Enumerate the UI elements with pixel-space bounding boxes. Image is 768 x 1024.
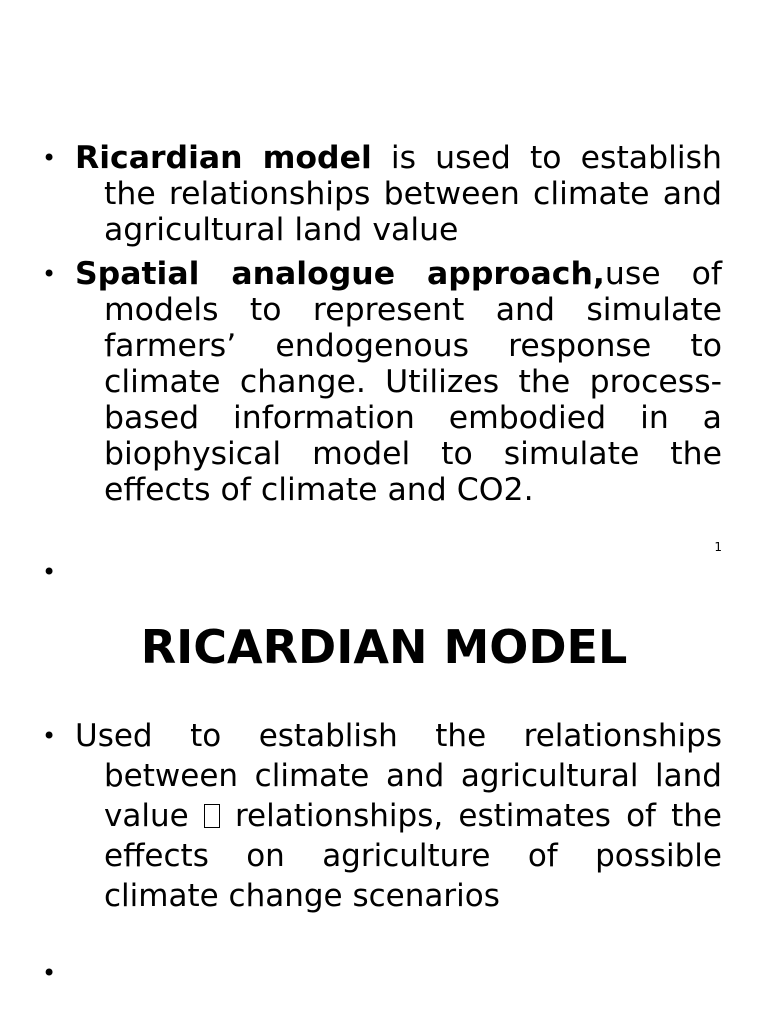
bullet-text: use of models to represent and simulate farmers’ endogenous response to climate change. Utilizes the process-based information embodied in a biophysical model to simulate the effects of climate and CO2.	[104, 256, 722, 508]
bullet-list	[42, 140, 722, 516]
bullet-dot: •	[42, 722, 57, 750]
bullet-lead-term: Spatial analogue approach,	[75, 256, 605, 292]
missing-glyph-icon	[204, 804, 220, 828]
slide-title: RICARDIAN MODEL	[140, 620, 628, 674]
bullet-text-before: Used to establish the relationships between climate and agricultural land value	[75, 718, 722, 834]
bullet-list	[42, 716, 722, 924]
bullet-text: is used to establish the relationships between climate and agricultural land value	[104, 140, 722, 248]
bullet-text-after: relationships, estimates of the effects on agriculture of possible climate change scenarios	[104, 798, 722, 914]
bullet-lead-term: Ricardian model	[75, 140, 372, 176]
slide-2	[0, 590, 768, 1024]
page-number: 1	[714, 540, 722, 554]
empty-bullet: •	[42, 959, 57, 987]
bullet-ricardian-model	[42, 140, 722, 248]
bullet-dot: •	[42, 144, 57, 172]
bullet-dot: •	[42, 260, 57, 288]
bullet-spatial-analogue	[42, 256, 722, 508]
empty-bullet: •	[42, 558, 57, 586]
bullet-ricardian-usage	[42, 716, 722, 916]
